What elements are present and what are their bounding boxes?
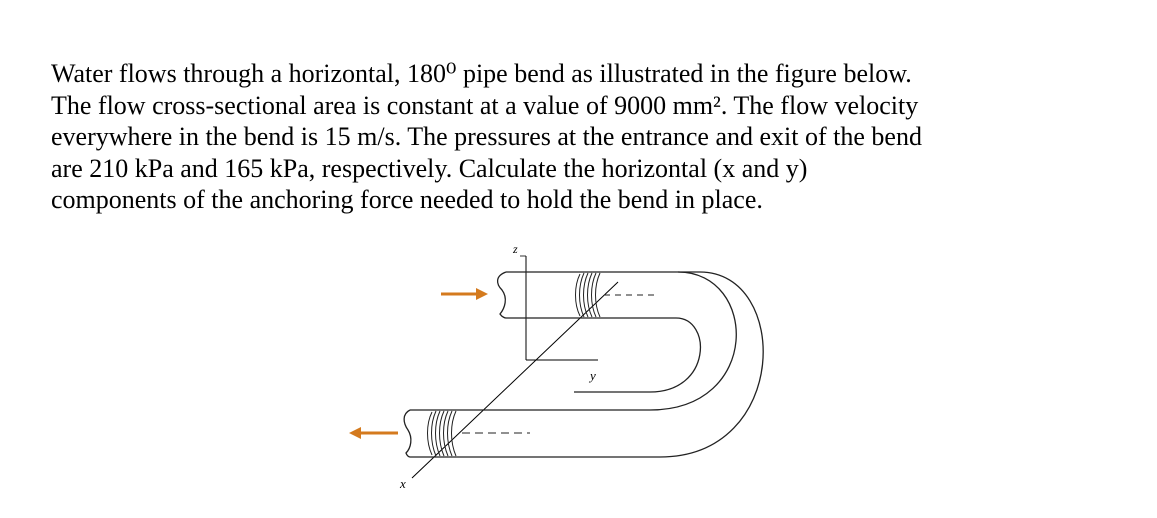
problem-line-4: are 210 kPa and 165 kPa, respectively. Calculate the horizontal (x and y)	[51, 153, 808, 183]
x-axis-label: x	[400, 476, 406, 491]
z-axis-label: z	[513, 242, 518, 256]
inlet-flange	[576, 273, 655, 317]
outlet-flow-arrow	[349, 427, 398, 439]
inlet-flow-arrow	[441, 288, 488, 300]
problem-line-1: Water flows through a horizontal, 180⁰ pipe bend as illustrated in the figure below.	[51, 59, 912, 88]
y-axis-label: y	[590, 368, 596, 383]
problem-line-2: The flow cross-sectional area is constant at a value of 9000 mm². The flow velocity	[51, 90, 919, 120]
pipe-bend	[560, 272, 763, 457]
problem-line-5: components of the anchoring force needed to hold the bend in place.	[51, 185, 763, 214]
outlet-pipe	[404, 410, 564, 457]
problem-line-3: everywhere in the bend is 15 m/s. The pressures at the entrance and exit of the bend	[51, 122, 922, 151]
x-axis	[412, 282, 618, 478]
